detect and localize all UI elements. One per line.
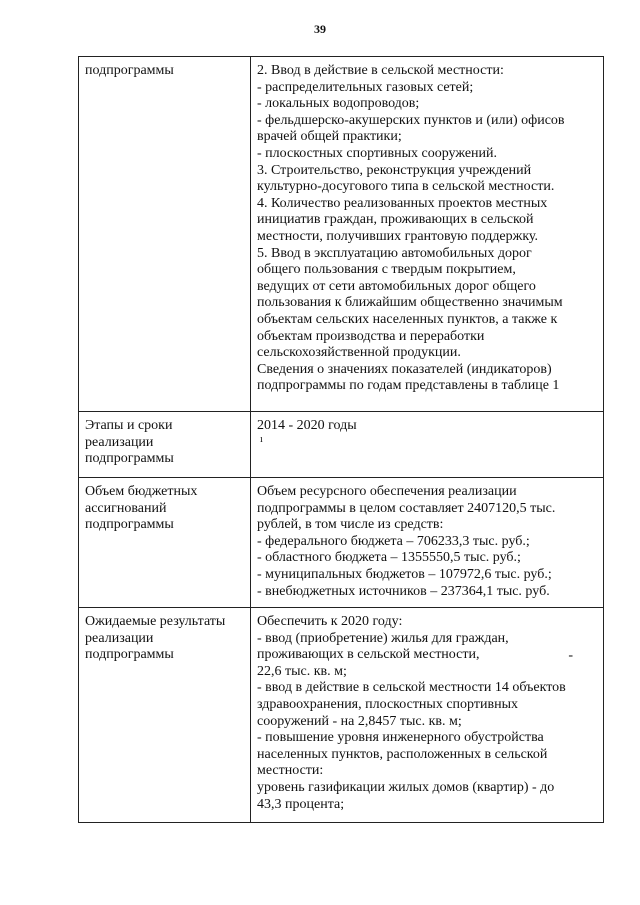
table-row [79, 57, 604, 412]
content-line: общего пользования с твердым покрытием, [257, 262, 516, 278]
content-line: - локальных водопроводов; [257, 96, 420, 112]
content-line: подпрограммы по годам представлены в таблице 1 [257, 378, 560, 394]
content-line: уровень газификации жилых домов (квартир) - до [257, 779, 555, 795]
content-line: местности: [257, 763, 324, 779]
content-line: подпрограммы в целом составляет 2407120,5 тыс. [257, 500, 556, 516]
row-label-line: подпрограммы [85, 451, 174, 467]
content-line: - повышение уровня инженерного обустройства [257, 730, 544, 746]
content-line: 43,3 процента; [257, 796, 345, 812]
content-line: объектам сельских населенных пунктов, а также к [257, 311, 558, 327]
content-line: 2014 - 2020 годы [257, 418, 357, 433]
row-label-line: ассигнований [85, 500, 167, 516]
row-label-line: подпрограммы [85, 647, 174, 663]
row-label-line: подпрограммы [85, 517, 174, 533]
trailing-dash: - [568, 648, 573, 663]
content-line: - фельдшерско-акушерских пунктов и (или) офисов [257, 112, 565, 128]
table-row [79, 478, 604, 608]
row-label-line: Объем бюджетных [85, 484, 198, 499]
content-line: Обеспечить к 2020 году: [257, 614, 403, 629]
content-line: 5. Ввод в эксплуатацию автомобильных дорог [257, 245, 532, 261]
row-label-line: реализации [85, 434, 154, 450]
content-line: сооружений - на 2,8457 тыс. кв. м; [257, 713, 462, 729]
table-row [79, 608, 604, 823]
content-line: пользования к ближайшим общественно значимым [257, 295, 563, 311]
content-line: 2. Ввод в действие в сельской местности: [257, 63, 504, 78]
content-line: Сведения о значениях показателей (индикаторов) [257, 361, 552, 377]
row-content-cell [251, 608, 604, 823]
row-content-cell [251, 478, 604, 608]
row-label-line: подпрограммы [85, 63, 174, 78]
content-line: - областного бюджета – 1355550,5 тыс. руб.; [257, 550, 521, 566]
row-content-cell [251, 412, 604, 478]
subprogram-passport-table [78, 56, 604, 823]
content-line: местности, получивших грантовую поддержку. [257, 228, 539, 244]
content-line: сельскохозяйственной продукции. [257, 345, 461, 361]
content-line: объектам производства и переработки [257, 328, 485, 344]
row-label-line: реализации [85, 630, 154, 646]
content-line: 4. Количество реализованных проектов местных [257, 195, 548, 211]
content-line: проживающих в сельской местности, [257, 647, 480, 663]
row-label-line: Этапы и сроки [85, 418, 173, 433]
row-label-cell [79, 478, 251, 608]
content-line: рублей, в том числе из средств: [257, 517, 444, 533]
content-line: - плоскостных спортивных сооружений. [257, 145, 498, 161]
row-content-cell [251, 57, 604, 412]
content-line: - ввод в действие в сельской местности 14 объектов [257, 680, 566, 696]
content-line: врачей общей практики; [257, 129, 402, 145]
page-number: 39 [314, 22, 326, 36]
table-row [79, 412, 604, 478]
content-line: населенных пунктов, расположенных в сельской [257, 746, 548, 762]
row-label-cell [79, 57, 251, 412]
content-line: культурно-досугового типа в сельской местности. [257, 179, 555, 195]
content-line: 22,6 тыс. кв. м; [257, 663, 347, 679]
row-label-cell [79, 412, 251, 478]
stray-mark: ı [260, 433, 263, 445]
content-line: ведущих от сети автомобильных дорог общего [257, 278, 536, 294]
content-line: - муниципальных бюджетов – 107972,6 тыс. руб.; [257, 566, 552, 582]
content-line: - ввод (приобретение) жилья для граждан, [257, 630, 509, 646]
content-line: инициатив граждан, проживающих в сельской [257, 212, 534, 228]
content-line: - федерального бюджета – 706233,3 тыс. руб.; [257, 533, 530, 549]
content-line: - распределительных газовых сетей; [257, 79, 474, 95]
content-line: 3. Строительство, реконструкция учреждений [257, 162, 532, 178]
row-label-line: Ожидаемые результаты [85, 614, 226, 629]
content-line: здравоохранения, плоскостных спортивных [257, 696, 518, 712]
content-line: - внебюджетных источников – 237364,1 тыс. руб. [257, 583, 550, 599]
content-line: Объем ресурсного обеспечения реализации [257, 484, 517, 499]
row-label-cell [79, 608, 251, 823]
